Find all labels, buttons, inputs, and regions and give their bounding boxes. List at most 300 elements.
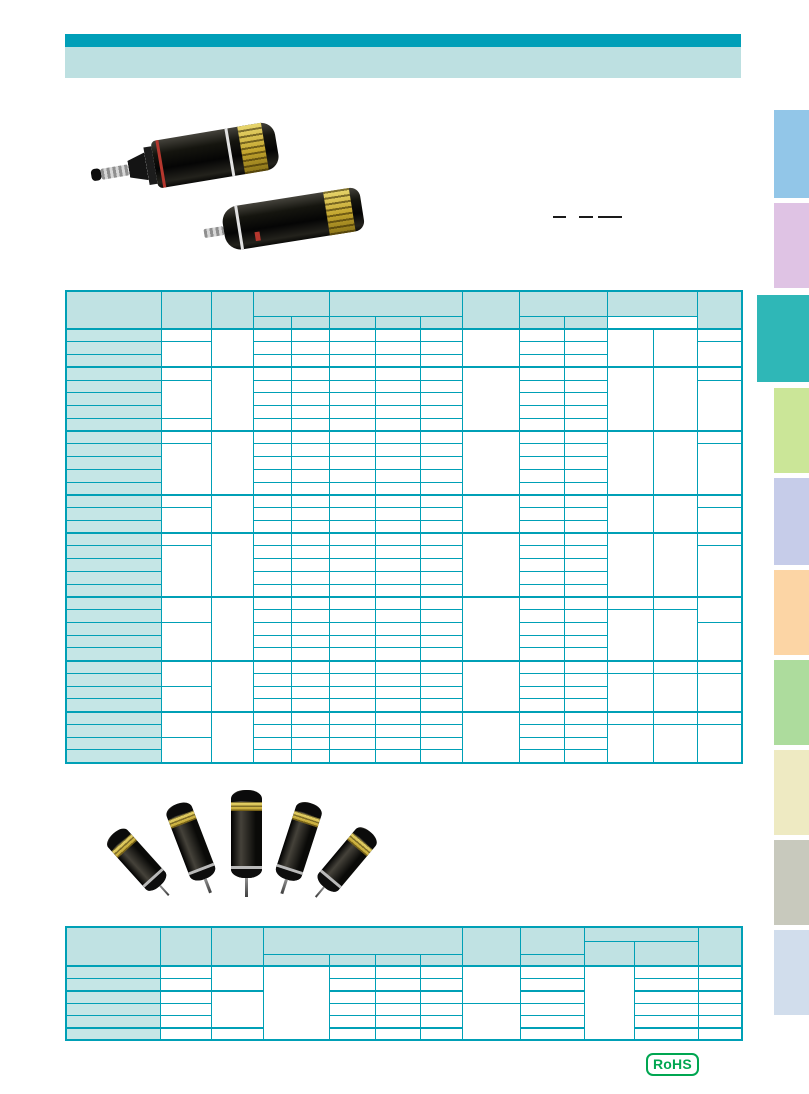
row-header-cell — [66, 520, 161, 533]
table-header-cell — [375, 316, 420, 329]
table-cell — [634, 966, 698, 978]
table-cell — [253, 457, 291, 470]
table-cell — [211, 1028, 263, 1040]
row-header-cell — [66, 508, 161, 521]
table-cell — [253, 724, 291, 737]
table-cell — [291, 520, 329, 533]
table-cell — [564, 648, 607, 661]
table-cell — [253, 469, 291, 482]
lineup-motor — [231, 790, 262, 897]
table-cell — [653, 661, 697, 674]
side-tab-3[interactable] — [757, 295, 809, 382]
table-cell — [420, 393, 462, 406]
table-header-cell — [698, 927, 742, 966]
side-tab-10[interactable] — [774, 930, 809, 1015]
table-cell — [607, 610, 653, 661]
table-cell — [564, 431, 607, 444]
table-cell — [420, 1016, 462, 1028]
row-header-cell — [66, 966, 160, 978]
table-cell — [519, 444, 564, 457]
table-cell — [291, 712, 329, 725]
row-header-cell — [66, 329, 161, 342]
table-cell — [634, 1003, 698, 1015]
table-cell — [520, 966, 584, 978]
table-cell — [253, 444, 291, 457]
table-cell — [564, 329, 607, 342]
table-cell — [253, 355, 291, 368]
motor-body — [220, 186, 365, 251]
side-tab-1[interactable] — [774, 110, 809, 198]
table-cell — [329, 978, 375, 990]
table-cell — [291, 380, 329, 393]
table-cell — [519, 559, 564, 572]
table-cell — [519, 712, 564, 725]
row-header-cell — [66, 1016, 160, 1028]
table-cell — [634, 1016, 698, 1028]
table-cell — [161, 367, 211, 380]
table-cell — [462, 329, 519, 367]
table-cell — [420, 978, 462, 990]
table-cell — [291, 584, 329, 597]
table-cell — [607, 673, 653, 711]
table-cell — [375, 406, 420, 419]
row-header-cell — [66, 622, 161, 635]
table-cell — [519, 546, 564, 559]
table-cell — [519, 355, 564, 368]
table-cell — [329, 1003, 375, 1015]
table-cell — [519, 457, 564, 470]
drill-bit — [245, 878, 248, 897]
table-cell — [253, 737, 291, 750]
table-cell — [564, 597, 607, 610]
table-cell — [520, 991, 584, 1003]
table-cell — [253, 431, 291, 444]
table-header-cell — [329, 316, 375, 329]
table-cell — [697, 673, 742, 711]
table-cell — [653, 597, 697, 610]
table-cell — [420, 469, 462, 482]
table-cell — [519, 406, 564, 419]
table-cell — [519, 737, 564, 750]
side-tab-6[interactable] — [774, 570, 809, 655]
table-cell — [697, 533, 742, 546]
table-cell — [160, 991, 211, 1003]
table-cell — [253, 418, 291, 431]
table-header-cell — [291, 316, 329, 329]
table-cell — [253, 712, 291, 725]
table-header-cell — [211, 927, 263, 966]
yellow-label — [323, 188, 356, 236]
table-cell — [329, 635, 375, 648]
table-cell — [564, 444, 607, 457]
table-cell — [375, 431, 420, 444]
table-cell — [519, 686, 564, 699]
motor-shaft — [203, 226, 224, 238]
table-cell — [634, 1028, 698, 1040]
table-cell — [697, 712, 742, 725]
table-cell — [519, 482, 564, 495]
table-cell — [161, 329, 211, 342]
table-cell — [329, 342, 375, 355]
table-cell — [462, 597, 519, 661]
table-cell — [697, 546, 742, 597]
table-cell — [420, 571, 462, 584]
row-header-cell — [66, 457, 161, 470]
table-cell — [211, 966, 263, 991]
table-cell — [291, 508, 329, 521]
side-tab-8[interactable] — [774, 750, 809, 835]
motor-cap — [231, 790, 262, 801]
table-cell — [564, 622, 607, 635]
table-cell — [653, 495, 697, 533]
yellow-label — [231, 802, 262, 811]
table-cell — [697, 508, 742, 534]
table-cell — [375, 724, 420, 737]
table-cell — [420, 712, 462, 725]
table-cell — [375, 610, 420, 623]
table-cell — [607, 712, 653, 725]
table-cell — [161, 546, 211, 597]
table-cell — [420, 418, 462, 431]
motor-body — [274, 799, 324, 883]
table-cell — [161, 622, 211, 660]
table-cell — [607, 597, 653, 610]
table-cell — [375, 457, 420, 470]
table-cell — [291, 342, 329, 355]
drill-bit — [315, 886, 325, 898]
option-table — [65, 926, 743, 1041]
table-cell — [161, 342, 211, 368]
table-cell — [291, 699, 329, 712]
table-header-cell — [161, 291, 211, 329]
table-cell — [564, 482, 607, 495]
motor-photo-2 — [200, 183, 373, 257]
table-cell — [375, 329, 420, 342]
table-cell — [375, 508, 420, 521]
table-cell — [420, 495, 462, 508]
row-header-cell — [66, 393, 161, 406]
table-cell — [329, 737, 375, 750]
motor-body — [314, 824, 380, 896]
table-cell — [253, 635, 291, 648]
table-cell — [291, 546, 329, 559]
table-cell — [697, 444, 742, 495]
table-cell — [291, 622, 329, 635]
table-cell — [329, 648, 375, 661]
table-cell — [420, 444, 462, 457]
row-header-cell — [66, 380, 161, 393]
table-header-cell — [564, 316, 607, 329]
table-cell — [462, 712, 519, 763]
table-cell — [607, 533, 653, 597]
table-cell — [329, 508, 375, 521]
motor-body — [150, 121, 280, 189]
table-cell — [329, 686, 375, 699]
table-cell — [291, 559, 329, 572]
table-cell — [253, 546, 291, 559]
table-header-cell — [520, 954, 584, 966]
table-cell — [519, 673, 564, 686]
table-cell — [329, 482, 375, 495]
table-cell — [520, 1003, 584, 1015]
table-cell — [160, 966, 211, 978]
table-cell — [291, 495, 329, 508]
table-cell — [564, 355, 607, 368]
table-cell — [519, 533, 564, 546]
table-cell — [329, 991, 375, 1003]
table-cell — [564, 546, 607, 559]
table-cell — [253, 482, 291, 495]
table-cell — [160, 1028, 211, 1040]
drill-bit — [204, 878, 212, 893]
table-cell — [564, 495, 607, 508]
table-cell — [291, 737, 329, 750]
table-cell — [291, 610, 329, 623]
side-tab-7[interactable] — [774, 660, 809, 745]
table-cell — [698, 1003, 742, 1015]
table-cell — [519, 724, 564, 737]
table-cell — [329, 571, 375, 584]
table-cell — [253, 367, 291, 380]
table-cell — [375, 367, 420, 380]
table-header-cell — [375, 954, 420, 966]
motor-shaft — [100, 164, 129, 179]
table-cell — [564, 699, 607, 712]
table-cell — [375, 622, 420, 635]
table-cell — [519, 610, 564, 623]
row-header-cell — [66, 673, 161, 686]
table-cell — [253, 380, 291, 393]
table-header-cell — [697, 291, 742, 329]
table-cell — [697, 661, 742, 674]
table-cell — [253, 406, 291, 419]
table-cell — [519, 520, 564, 533]
table-cell — [697, 342, 742, 368]
table-cell — [375, 1016, 420, 1028]
row-header-cell — [66, 342, 161, 355]
table-cell — [253, 393, 291, 406]
table-cell — [329, 724, 375, 737]
table-cell — [253, 584, 291, 597]
table-cell — [253, 533, 291, 546]
table-cell — [291, 418, 329, 431]
table-cell — [420, 367, 462, 380]
table-cell — [375, 482, 420, 495]
table-cell — [329, 673, 375, 686]
table-cell — [607, 431, 653, 495]
table-cell — [420, 520, 462, 533]
table-cell — [653, 712, 697, 725]
table-cell — [291, 533, 329, 546]
table-cell — [420, 482, 462, 495]
table-cell — [329, 469, 375, 482]
table-cell — [564, 559, 607, 572]
table-cell — [634, 991, 698, 1003]
row-header-cell — [66, 686, 161, 699]
table-cell — [211, 661, 253, 712]
table-cell — [291, 724, 329, 737]
table-cell — [697, 495, 742, 508]
row-header-cell — [66, 495, 161, 508]
silver-ring — [224, 128, 235, 176]
table-cell — [462, 533, 519, 597]
table-cell — [420, 635, 462, 648]
table-cell — [291, 367, 329, 380]
table-header-cell — [519, 291, 607, 316]
table-cell — [519, 431, 564, 444]
table-cell — [161, 495, 211, 508]
table-cell — [291, 635, 329, 648]
row-header-cell — [66, 533, 161, 546]
table-cell — [420, 750, 462, 763]
row-header-cell — [66, 355, 161, 368]
side-tab-5[interactable] — [774, 478, 809, 565]
table-cell — [211, 329, 253, 367]
table-cell — [519, 380, 564, 393]
table-cell — [697, 367, 742, 380]
side-tab-4[interactable] — [774, 388, 809, 473]
table-header-cell — [420, 954, 462, 966]
table-cell — [253, 597, 291, 610]
table-cell — [375, 1003, 420, 1015]
motor-photo-1 — [87, 119, 281, 201]
table-header-cell — [329, 954, 375, 966]
table-header-cell — [634, 941, 698, 966]
row-header-cell — [66, 750, 161, 763]
table-cell — [375, 966, 420, 978]
table-cell — [375, 673, 420, 686]
table-header-cell — [462, 291, 519, 329]
table-header-cell — [520, 927, 584, 954]
table-cell — [253, 571, 291, 584]
table-cell — [253, 610, 291, 623]
side-tab-2[interactable] — [774, 203, 809, 288]
table-cell — [375, 418, 420, 431]
table-cell — [253, 329, 291, 342]
table-cell — [564, 686, 607, 699]
table-cell — [607, 661, 653, 674]
table-cell — [329, 329, 375, 342]
table-cell — [519, 393, 564, 406]
table-cell — [253, 508, 291, 521]
table-cell — [253, 686, 291, 699]
table-cell — [291, 673, 329, 686]
table-cell — [375, 584, 420, 597]
table-cell — [420, 622, 462, 635]
table-cell — [375, 520, 420, 533]
table-cell — [375, 750, 420, 763]
table-cell — [564, 533, 607, 546]
table-cell — [564, 737, 607, 750]
table-cell — [564, 393, 607, 406]
yellow-label — [237, 123, 269, 174]
table-cell — [160, 1016, 211, 1028]
table-header-cell — [519, 316, 564, 329]
table-cell — [564, 712, 607, 725]
row-header-cell — [66, 648, 161, 661]
table-cell — [698, 978, 742, 990]
row-header-cell — [66, 991, 160, 1003]
table-cell — [253, 673, 291, 686]
table-header-cell — [253, 316, 291, 329]
table-cell — [329, 546, 375, 559]
table-cell — [329, 418, 375, 431]
table-cell — [420, 1028, 462, 1040]
row-header-cell — [66, 559, 161, 572]
table-cell — [291, 355, 329, 368]
table-cell — [520, 1016, 584, 1028]
table-cell — [564, 673, 607, 686]
table-cell — [375, 495, 420, 508]
table-cell — [211, 495, 253, 533]
row-header-cell — [66, 661, 161, 674]
table-cell — [329, 966, 375, 978]
row-header-cell — [66, 712, 161, 725]
table-cell — [564, 469, 607, 482]
table-cell — [519, 622, 564, 635]
table-cell — [564, 610, 607, 623]
table-cell — [653, 329, 697, 367]
table-cell — [519, 469, 564, 482]
side-tab-9[interactable] — [774, 840, 809, 925]
model-number-blank-3 — [598, 216, 622, 218]
table-cell — [698, 966, 742, 978]
table-cell — [420, 699, 462, 712]
table-cell — [253, 699, 291, 712]
header-subtitle-band — [65, 47, 741, 78]
table-cell — [329, 520, 375, 533]
row-header-cell — [66, 1028, 160, 1040]
table-cell — [519, 750, 564, 763]
table-cell — [564, 367, 607, 380]
table-header-cell — [253, 291, 329, 316]
table-header-cell — [329, 291, 462, 316]
table-cell — [160, 1003, 211, 1015]
table-cell — [519, 597, 564, 610]
table-header-cell — [66, 927, 160, 966]
table-cell — [253, 495, 291, 508]
table-cell — [161, 533, 211, 546]
table-cell — [329, 699, 375, 712]
table-cell — [375, 571, 420, 584]
table-cell — [375, 661, 420, 674]
table-cell — [420, 661, 462, 674]
table-cell — [329, 1016, 375, 1028]
table-cell — [253, 342, 291, 355]
table-header-cell — [584, 927, 698, 941]
table-header-cell — [462, 927, 520, 966]
row-header-cell — [66, 584, 161, 597]
table-cell — [698, 1028, 742, 1040]
table-cell — [329, 355, 375, 368]
table-cell — [329, 393, 375, 406]
table-cell — [329, 406, 375, 419]
table-cell — [375, 712, 420, 725]
table-cell — [420, 508, 462, 521]
table-cell — [653, 367, 697, 431]
table-cell — [161, 508, 211, 534]
table-cell — [375, 533, 420, 546]
table-header-cell — [263, 954, 329, 966]
table-cell — [653, 431, 697, 495]
table-cell — [420, 597, 462, 610]
table-cell — [420, 329, 462, 342]
table-cell — [291, 750, 329, 763]
row-header-cell — [66, 699, 161, 712]
table-cell — [653, 533, 697, 597]
table-cell — [291, 686, 329, 699]
table-header-cell — [607, 291, 697, 316]
